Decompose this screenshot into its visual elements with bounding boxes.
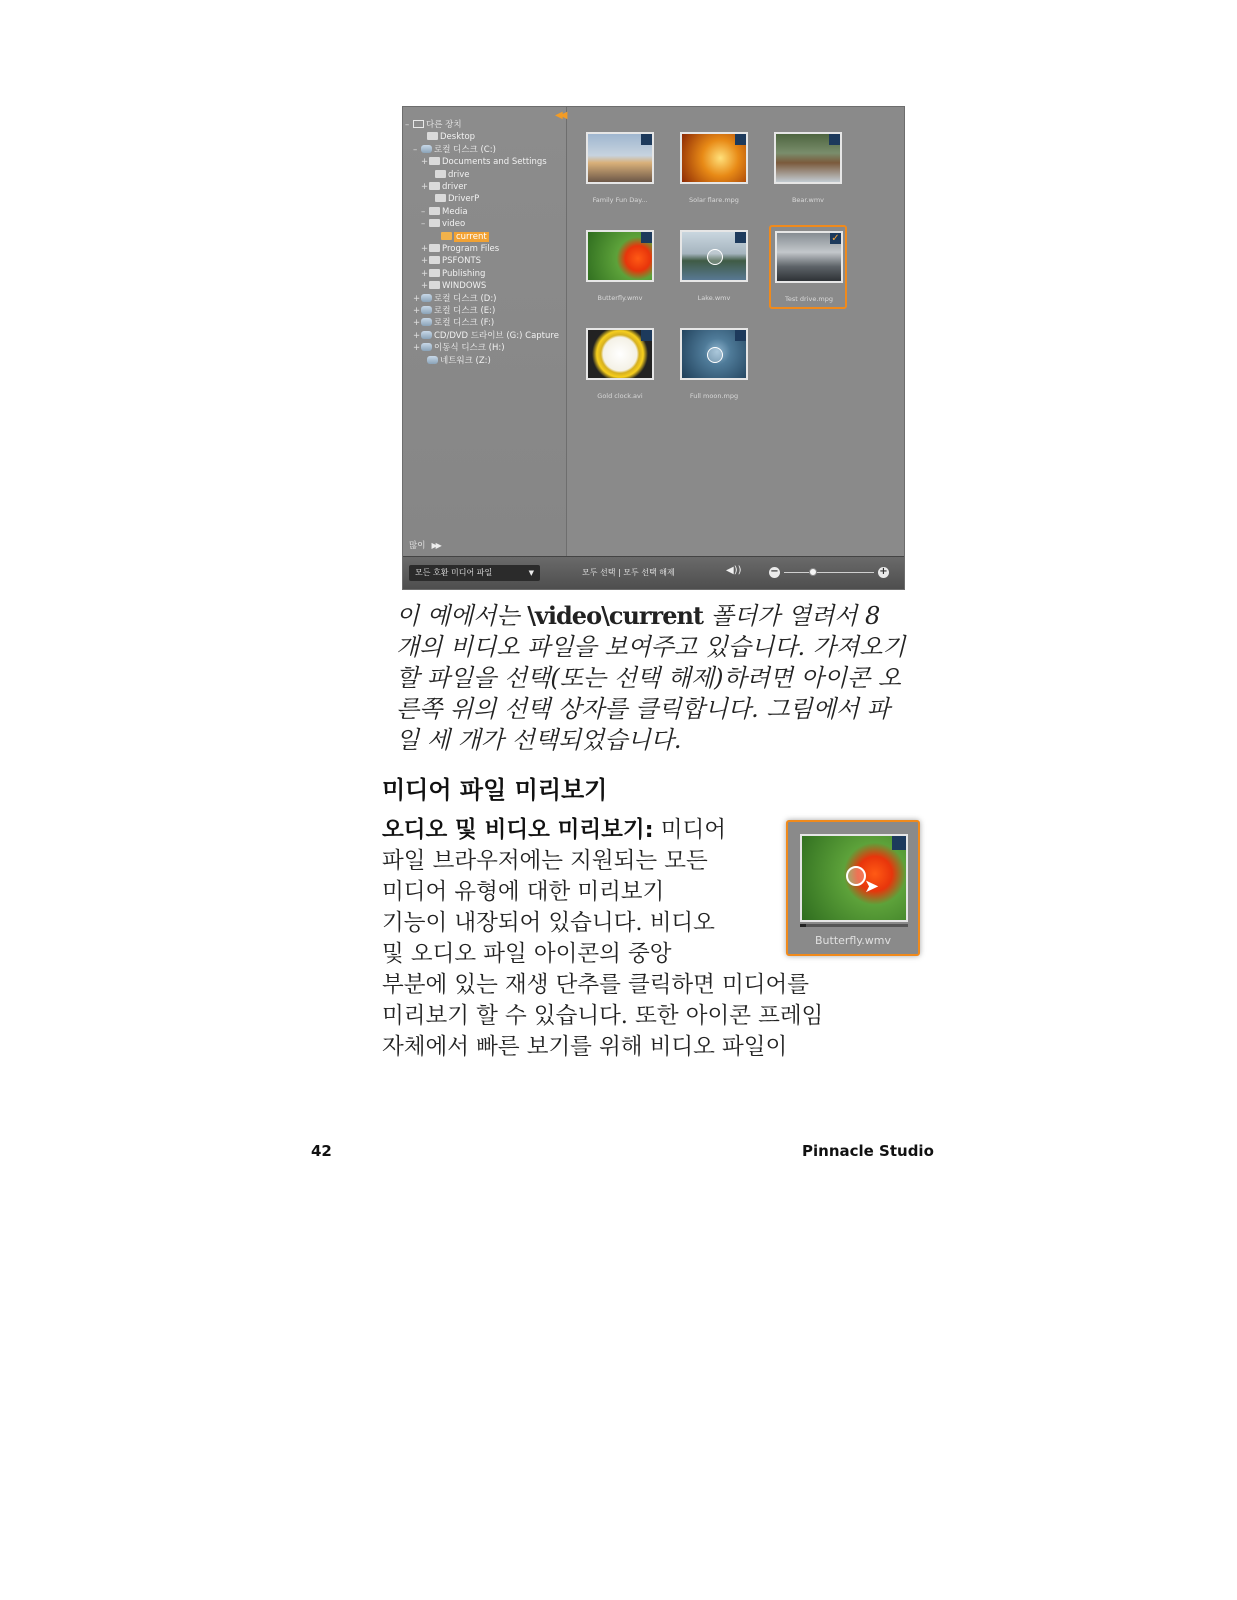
preview-progress-bar — [800, 924, 908, 927]
paragraph-line: 미디어 유형에 대한 미리보기 — [382, 879, 665, 905]
tree-node[interactable] — [419, 355, 491, 367]
tile-file-name: Butterfly.wmv — [814, 934, 892, 947]
solar-thumbnail — [680, 132, 748, 184]
butterfly-thumbnail — [800, 834, 908, 922]
tree-node-label: 로컬 디스크 (E:) — [434, 306, 496, 316]
butterfly-thumbnail — [586, 230, 654, 282]
tree-node-label: 다른 장치 — [426, 120, 462, 130]
caption-folder-path: \video\current — [527, 601, 703, 630]
tree-node[interactable] — [419, 131, 475, 143]
file-tile[interactable] — [773, 131, 845, 204]
speaker-icon[interactable]: ◀)) — [726, 565, 742, 576]
bear-thumbnail — [774, 132, 842, 184]
expand-toggle-icon[interactable]: + — [413, 306, 421, 316]
moon-thumbnail — [680, 328, 748, 380]
tree-node-label: Publishing — [442, 268, 486, 279]
paragraph-line: 자체에서 빠른 보기를 위해 비디오 파일이 — [382, 1034, 788, 1060]
file-name-label: Lake.wmv — [697, 294, 731, 302]
tree-node-label: 로컬 디스크 (D:) — [434, 293, 497, 304]
tree-node-label: CD/DVD 드라이브 (G:) Capture — [434, 330, 559, 341]
expand-toggle-icon[interactable]: + — [421, 182, 429, 192]
expand-toggle-icon[interactable]: + — [421, 281, 429, 292]
zoom-out-icon[interactable]: − — [770, 566, 779, 577]
folder-icon — [435, 194, 446, 202]
play-button-icon[interactable] — [707, 249, 723, 265]
select-checkbox[interactable] — [735, 232, 746, 243]
tree-node-label: 네트워크 (Z:) — [440, 355, 491, 366]
paragraph-line: 미디어 — [653, 817, 726, 843]
folder-icon — [429, 207, 440, 215]
paragraph-line: 부분에 있는 재생 단추를 클릭하면 미디어를 — [382, 972, 809, 998]
tree-node[interactable] — [421, 243, 499, 255]
tree-node[interactable] — [421, 156, 547, 168]
tree-node[interactable] — [421, 280, 486, 292]
file-tile[interactable] — [679, 327, 751, 400]
product-name: Pinnacle Studio — [802, 1142, 934, 1160]
folder-icon — [435, 170, 446, 178]
file-type-filter-dropdown[interactable] — [409, 565, 540, 581]
paragraph-line: 및 오디오 파일 아이콘의 중앙 — [382, 941, 672, 967]
tree-node-label: 이동식 디스크 (H:) — [434, 343, 505, 354]
tree-node[interactable] — [421, 206, 468, 218]
expand-toggle-icon[interactable]: + — [413, 293, 421, 304]
tree-node[interactable] — [421, 181, 467, 193]
file-tile[interactable] — [679, 131, 751, 204]
collapse-panel-icon[interactable]: ◀◀ — [555, 110, 565, 121]
figure-caption — [396, 600, 906, 756]
tree-node[interactable] — [413, 144, 496, 156]
tree-node[interactable] — [421, 218, 465, 230]
tree-node-label: DriverP — [448, 194, 480, 205]
tree-node[interactable] — [413, 342, 505, 354]
expand-toggle-icon[interactable]: + — [421, 268, 429, 279]
select-checkbox[interactable] — [892, 836, 906, 850]
expand-toggle-icon[interactable]: + — [413, 343, 421, 354]
drive-icon — [421, 306, 432, 314]
folder-icon — [429, 244, 440, 252]
tree-node-label: drive — [448, 169, 470, 180]
folder-icon — [429, 219, 440, 227]
play-button-icon[interactable] — [846, 866, 866, 886]
chevron-down-icon: ▼ — [528, 569, 534, 577]
tree-node-label: Program Files — [442, 244, 500, 254]
more-label: 많이 — [409, 541, 426, 551]
zoom-in-icon[interactable]: + — [879, 566, 888, 577]
tree-node-label: video — [442, 219, 466, 230]
play-button-icon[interactable] — [707, 347, 723, 363]
browser-toolbar — [403, 556, 904, 589]
tree-node-label: 로컬 디스크 (C:) — [434, 144, 496, 155]
tree-node[interactable] — [421, 268, 485, 280]
file-name-label: Test drive.mpg — [785, 295, 833, 303]
tree-node[interactable] — [421, 255, 481, 267]
paragraph-line: 기능이 내장되어 있습니다. 비디오 — [382, 910, 715, 936]
section-heading: 미디어 파일 미리보기 — [382, 776, 608, 804]
tree-node[interactable] — [405, 119, 462, 131]
tree-node-label: Documents and Settings — [442, 157, 547, 168]
more-link[interactable] — [409, 539, 440, 551]
expand-toggle-icon[interactable]: – — [421, 219, 426, 230]
select-checkbox[interactable] — [641, 330, 652, 341]
expand-toggle-icon[interactable]: + — [421, 244, 429, 254]
drive-icon — [421, 343, 432, 351]
expand-toggle-icon[interactable]: – — [421, 206, 426, 217]
tree-node-label: 로컬 디스크 (F:) — [434, 318, 495, 329]
select-checkbox[interactable] — [641, 232, 652, 243]
file-tile[interactable] — [769, 225, 847, 309]
drive-icon — [421, 145, 432, 153]
drive-icon — [421, 294, 432, 302]
folder-icon — [429, 256, 440, 264]
folder-tree — [403, 107, 567, 559]
file-tile[interactable] — [585, 229, 657, 302]
tree-node-label: PSFONTS — [442, 256, 482, 267]
filter-label: 모든 호환 미디어 파일 — [415, 568, 493, 577]
checkbox-checked-icon[interactable]: ✓ — [831, 233, 840, 244]
folder-icon — [429, 281, 440, 289]
tree-node[interactable] — [413, 305, 495, 317]
select-all-links[interactable]: 모두 선택 | 모두 선택 해제 — [582, 568, 675, 577]
expand-toggle-icon[interactable]: – — [413, 144, 418, 155]
file-tile[interactable] — [679, 229, 751, 302]
expand-toggle-icon[interactable]: + — [421, 256, 429, 267]
paragraph-lead: 오디오 및 비디오 미리보기: — [382, 817, 654, 843]
folder-icon — [429, 269, 440, 277]
caption-text-post: 폴더가 열려서 8 개의 비디오 파일을 보여주고 있습니다. 가져오기 할 파일을 선택(또는 선택 해제)하려면 아이콘 오른쪽 위의 선택 상자를 클릭합니다. 그림에서 파일 세 개가 선택되었습니다. — [396, 602, 906, 754]
family-thumbnail — [586, 132, 654, 184]
tree-node[interactable] — [413, 330, 559, 342]
page-number: 42 — [311, 1142, 332, 1160]
tree-node-label: Desktop — [440, 132, 476, 143]
file-name-label: Gold clock.avi — [597, 392, 643, 400]
media-browser-screenshot — [402, 106, 905, 590]
file-name-label: Bear.wmv — [791, 196, 825, 204]
folder-icon — [427, 132, 438, 140]
caption-text-pre: 이 예에서는 — [396, 602, 528, 630]
file-name-label: Full moon.mpg — [689, 392, 739, 400]
preview-tile-example — [786, 820, 920, 956]
drive-icon — [421, 331, 432, 339]
tree-node-label: current — [456, 231, 487, 242]
tree-node-label: Media — [442, 206, 468, 217]
clock-thumbnail — [586, 328, 654, 380]
tree-node[interactable] — [427, 169, 470, 181]
paragraph-line: 파일 브라우저에는 지원되는 모든 — [382, 848, 708, 874]
file-name-label: Family Fun Day... — [592, 196, 648, 204]
file-tile[interactable] — [585, 131, 657, 204]
more-arrow-icon: ▶▶ — [431, 541, 440, 550]
tree-node-label: WINDOWS — [442, 281, 487, 292]
folder-icon — [429, 157, 440, 165]
zoom-slider-track[interactable] — [784, 572, 874, 573]
paragraph-line: 미리보기 할 수 있습니다. 또한 아이콘 프레임 — [382, 1003, 824, 1029]
expand-toggle-icon[interactable]: + — [413, 330, 421, 341]
car-thumbnail — [775, 231, 843, 283]
select-checkbox[interactable] — [735, 134, 746, 145]
select-checkbox[interactable] — [735, 330, 746, 341]
tree-node[interactable] — [413, 293, 497, 305]
expand-toggle-icon[interactable]: + — [421, 157, 429, 168]
drive-icon — [421, 318, 432, 326]
tree-node-label: driver — [442, 182, 468, 192]
tree-node[interactable] — [427, 193, 479, 205]
folder-icon — [429, 182, 440, 190]
expand-toggle-icon[interactable]: – — [405, 120, 410, 130]
select-checkbox[interactable] — [829, 134, 840, 145]
mouse-cursor-icon: ➤ — [864, 876, 880, 897]
file-name-label: Butterfly.wmv — [597, 294, 643, 302]
file-name-label: Solar flare.mpg — [689, 196, 739, 204]
select-checkbox[interactable] — [641, 134, 652, 145]
lake-thumbnail — [680, 230, 748, 282]
tree-node[interactable] — [433, 231, 489, 243]
tree-node[interactable] — [413, 317, 494, 329]
drive-icon — [427, 356, 438, 364]
file-grid — [567, 107, 904, 559]
folder-icon — [441, 232, 452, 240]
file-tile[interactable] — [585, 327, 657, 400]
zoom-slider-knob[interactable] — [809, 568, 817, 576]
computer-icon — [413, 120, 424, 128]
expand-toggle-icon[interactable]: + — [413, 318, 421, 329]
